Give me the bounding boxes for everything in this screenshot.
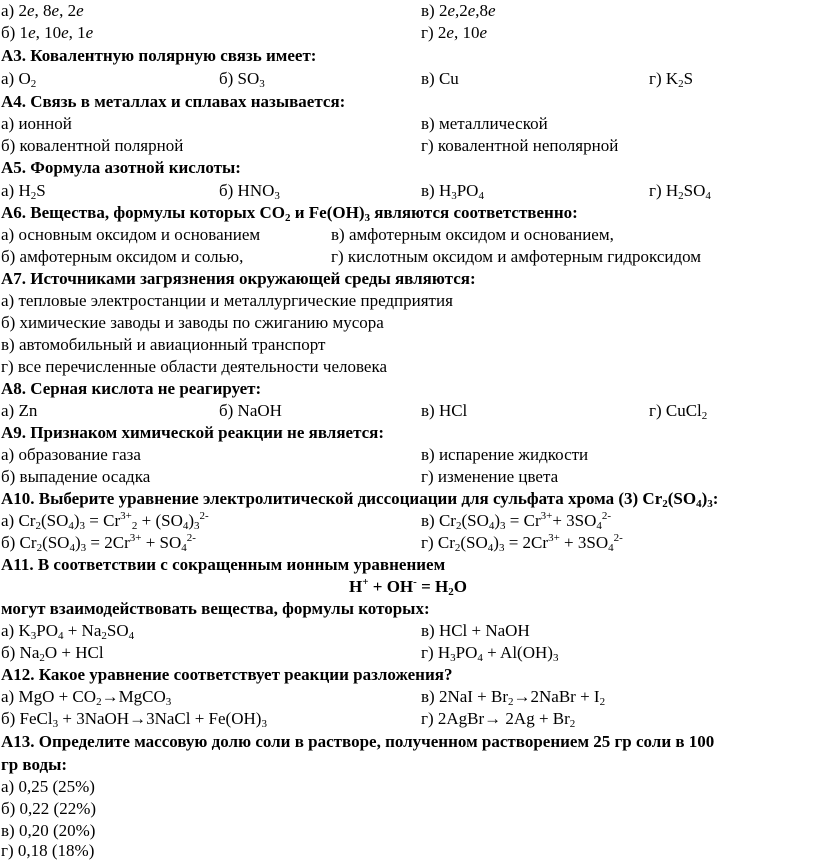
a8-option-a: а) Zn — [1, 401, 38, 420]
a5-option-b: б) $HNO_3$ — [219, 181, 280, 202]
question-a13: А13. Определите массовую долю соли в растворе, полученном растворением 25 гр соли в 100 — [1, 732, 715, 751]
a12-option-a: а) MgO + $CO_2\to MgCO_3$ — [1, 687, 172, 708]
question-a12: А12. Какое уравнение соответствует реакции разложения? — [1, 665, 453, 684]
a4-option-v: в) металлической — [421, 114, 548, 133]
a4-option-b: б) ковалентной полярной — [1, 136, 184, 155]
a5-option-a: а) $H_2S$ — [1, 181, 46, 202]
a10-option-a: а) $Cr_2(SO_4)_3 = Cr^{3+}_2 + (SO_4)_3^{2-}$ — [1, 510, 209, 532]
question-a4: А4. Связь в металлах и сплавах называется: — [1, 92, 346, 111]
prev-option-b: б) 1е, 10е, 1е — [1, 23, 94, 42]
a11-ionic-equation: $H^+ + OH^- = H_2O$ — [349, 576, 467, 598]
a5-option-v: в) $H_3PO_4$ — [421, 181, 484, 202]
a3-option-a: а) $O_2$ — [1, 69, 37, 90]
a3-option-g: г) $K_2S$ — [649, 69, 694, 90]
a10-option-b: б) $Cr_2(SO_4)_3 = 2Cr^{3+} + SO_4^{2-}$ — [1, 532, 196, 554]
question-a9: А9. Признаком химической реакции не является: — [1, 423, 385, 442]
a9-option-b: б) выпадение осадка — [1, 467, 151, 486]
a4-option-a: а) ионной — [1, 114, 72, 133]
a11-option-g: г) $H_3PO_4 + Al(OH)_3$ — [421, 643, 559, 664]
a8-option-g: г) CuCl$_2$ — [649, 401, 708, 422]
a4-option-g: г) ковалентной неполярной — [421, 136, 619, 155]
a13-option-v: в) 0,20 (20%) — [1, 821, 96, 840]
a11-option-v: в) HCl + NaOH — [421, 621, 530, 640]
a5-option-g: г) $H_2SO_4$ — [649, 181, 711, 202]
a9-option-a: а) образование газа — [1, 445, 141, 464]
question-a11: А11. В соответствии с сокращенным ионным уравнением — [1, 555, 446, 574]
a3-option-v: в) Cu — [421, 69, 459, 88]
a12-option-b: б) FeCl$_3$ + 3NaOH→3NaCl + $Fe(OH)_3$ — [1, 709, 267, 730]
a7-option-g: г) все перечисленные области деятельности человека — [1, 357, 388, 376]
a13-option-a: а) 0,25 (25%) — [1, 777, 95, 796]
question-a11-cont: могут взаимодействовать вещества, формулы которых: — [1, 599, 430, 618]
a12-option-v: в) $2NaI + Br_2\to 2NaBr + I_2$ — [421, 687, 606, 708]
question-a7: А7. Источниками загрязнения окружающей среды являются: — [1, 269, 476, 288]
a9-option-v: в) испарение жидкости — [421, 445, 589, 464]
a12-option-g: г) 2AgBr→ $2Ag + Br_2$ — [421, 709, 576, 730]
a10-option-v: в) $Cr_2(SO_4)_3 = Cr^{3+}+ 3SO_4^{2-}$ — [421, 510, 612, 532]
question-a5: А5. Формула азотной кислоты: — [1, 158, 241, 177]
a13-option-b: б) 0,22 (22%) — [1, 799, 97, 818]
a6-option-b: б) амфотерным оксидом и солью, — [1, 247, 244, 266]
prev-option-a: а) 2е, 8е, 2е — [1, 1, 84, 20]
a9-option-g: г) изменение цвета — [421, 467, 559, 486]
a13-option-g: г) 0,18 (18%) — [1, 841, 95, 860]
prev-option-v: в) 2е,2е,8е — [421, 1, 496, 20]
a10-option-g: г) $Cr_2(SO_4)_3 = 2Cr^{3+} + 3SO_4^{2-}$ — [421, 532, 623, 554]
a6-option-v: в) амфотерным оксидом и основанием, — [331, 225, 614, 244]
a6-option-a: а) основным оксидом и основанием — [1, 225, 261, 244]
question-a13-cont: гр воды: — [1, 755, 68, 774]
a11-option-a: а) $K_3PO_4 + Na_2SO_4$ — [1, 621, 135, 642]
question-a8: А8. Серная кислота не реагирует: — [1, 379, 262, 398]
a7-option-b: б) химические заводы и заводы по сжиганию мусора — [1, 313, 384, 332]
a6-option-g: г) кислотным оксидом и амфотерным гидроксидом — [331, 247, 702, 266]
question-a6: А6. Вещества, формулы которых $CO_2$ и $Fe(OH)_3$ являются соответственно: — [1, 203, 578, 224]
a7-option-a: а) тепловые электростанции и металлургические предприятия — [1, 291, 453, 310]
a8-option-b: б) NaOH — [219, 401, 282, 420]
a7-option-v: в) автомобильный и авиационный транспорт — [1, 335, 326, 354]
question-a3: А3. Ковалентную полярную связь имеет: — [1, 46, 317, 65]
question-a10: А10. Выберите уравнение электролитической диссоциации для сульфата хрома (3) $Cr_2(SO_4)_3$: — [1, 489, 719, 510]
prev-option-g: г) 2е, 10е — [421, 23, 487, 42]
a11-option-b: б) $Na_2O$ + HCl — [1, 643, 104, 664]
a3-option-b: б) $SO_3$ — [219, 69, 265, 90]
a8-option-v: в) HCl — [421, 401, 468, 420]
